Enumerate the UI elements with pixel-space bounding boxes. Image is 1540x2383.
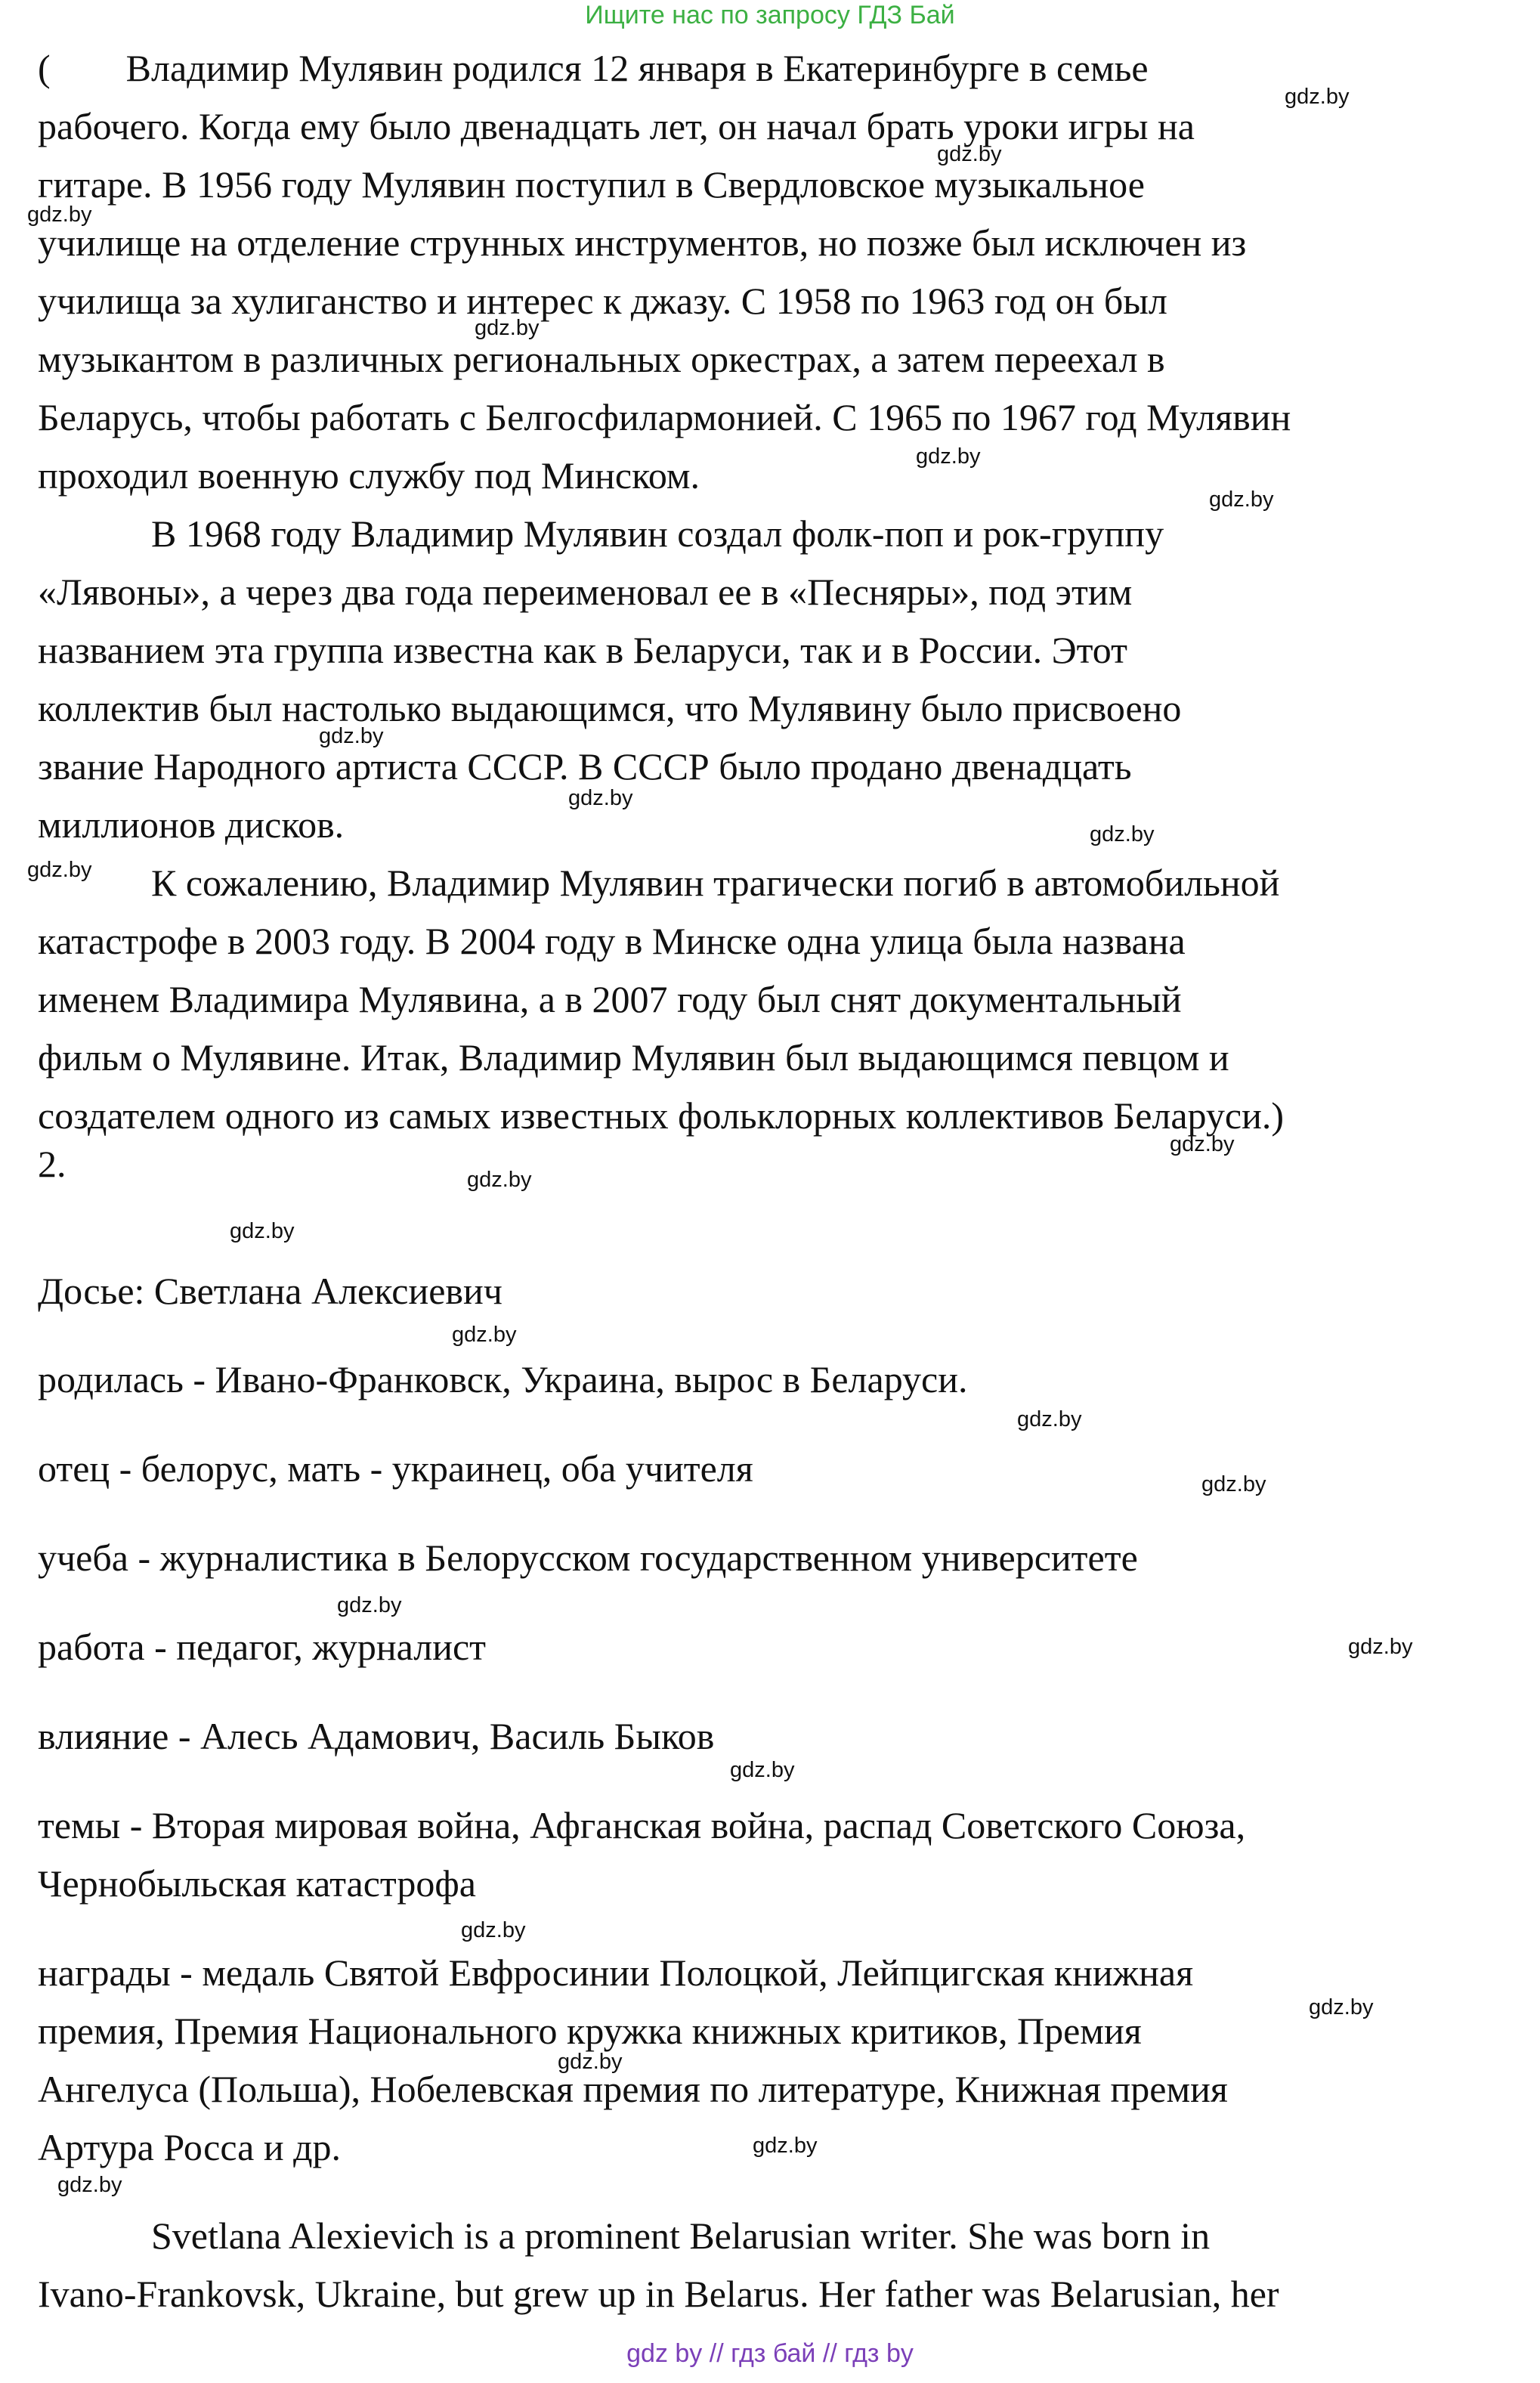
watermark: gdz.by (1090, 822, 1155, 846)
text-line: коллектив был настолько выдающимся, что Мулявину было присвоено (38, 687, 1182, 729)
watermark: gdz.by (319, 724, 384, 748)
text-line: звание Народного артиста СССР. В СССР было продано двенадцать (38, 745, 1132, 788)
watermark: gdz.by (568, 786, 633, 810)
watermark: gdz.by (558, 2050, 623, 2074)
dossier-themes: темы - Вторая мировая война, Афганская война, распад Советского Союза, (38, 1804, 1246, 1846)
dossier-awards: награды - медаль Святой Евфросинии Полоцкой, Лейпцигская книжная (38, 1951, 1194, 1994)
text-line: фильм о Мулявине. Итак, Владимир Мулявин был выдающимся певцом и (38, 1036, 1229, 1079)
text-line: гитаре. В 1956 году Мулявин поступил в Свердловское музыкальное (38, 163, 1145, 206)
watermark: gdz.by (753, 2134, 818, 2158)
watermark: gdz.by (467, 1168, 532, 1192)
dossier-born: родилась - Ивано-Франковск, Украина, вырос в Беларуси. (38, 1358, 968, 1400)
paragraph-mulyavin-bio (38, 39, 1511, 505)
text-line: проходил военную службу под Минском. (38, 454, 700, 497)
watermark: gdz.by (1309, 1995, 1374, 2019)
dossier-themes-cont: Чернобыльская катастрофа (38, 1862, 476, 1905)
watermark: gdz.by (1017, 1407, 1082, 1431)
paragraph-pesnyary (38, 505, 1511, 854)
text-line: рабочего. Когда ему было двенадцать лет, он начал брать уроки игры на (38, 105, 1195, 147)
text-line: миллионов дисков. (38, 803, 345, 846)
text-line: создателем одного из самых известных фольклорных коллективов Беларуси.) (38, 1094, 1284, 1137)
watermark: gdz.by (57, 2173, 122, 2197)
text-line: Беларусь, чтобы работать с Белгосфилармонией. С 1965 по 1967 год Мулявин (38, 396, 1291, 438)
watermark: gdz.by (1348, 1635, 1413, 1659)
footer-banner[interactable]: gdz by // гдз бай // гдз by (626, 2339, 914, 2368)
text-line: К сожалению, Владимир Мулявин трагически погиб в автомобильной (151, 862, 1280, 904)
text-line: названием эта группа известна как в Беларуси, так и в России. Этот (38, 629, 1127, 671)
text-line: именем Владимира Мулявина, а в 2007 году был снят документальный (38, 978, 1182, 1020)
paragraph (38, 854, 1511, 1145)
text-line: училища за хулиганство и интерес к джазу. С 1958 по 1963 год он был (38, 280, 1167, 322)
dossier-influence: влияние - Алесь Адамович, Василь Быков (38, 1715, 715, 1757)
dossier-title: Досье: Светлана Алексиевич (38, 1270, 503, 1312)
dossier-study: учеба - журналистика в Белорусском государственном университете (38, 1537, 1138, 1579)
watermark: gdz.by (27, 858, 92, 882)
watermark: gdz.by (916, 444, 981, 469)
text-line: музыкантом в различных региональных оркестрах, а затем переехал в (38, 338, 1165, 380)
english-text-line: Ivano-Frankovsk, Ukraine, but grew up in Belarus. Her father was Belarusian, her (38, 2273, 1279, 2315)
dossier-awards-cont: Артура Росса и др. (38, 2126, 342, 2168)
english-text-line: Svetlana Alexievich is a prominent Belarusian writer. She was born in (151, 2214, 1211, 2257)
text-line: катастрофе в 2003 году. В 2004 году в Минске одна улица была названа (38, 920, 1186, 962)
watermark: gdz.by (1285, 85, 1350, 109)
text-line: В 1968 году Владимир Мулявин создал фолк-поп и рок-группу (151, 512, 1164, 555)
dossier-parents: отец - белорус, мать - украинец, оба учителя (38, 1447, 753, 1490)
task-number: 2. (38, 1143, 66, 1185)
watermark: gdz.by (1201, 1472, 1266, 1496)
paragraph-death-legacy (38, 854, 1511, 1145)
top-banner[interactable]: Ищите нас по запросу ГДЗ Бай (585, 1, 955, 29)
paragraph (38, 39, 1511, 505)
dossier-work: работа - педагог, журналист (38, 1626, 487, 1668)
watermark: gdz.by (730, 1758, 795, 1782)
watermark: gdz.by (937, 142, 1002, 166)
watermark: gdz.by (461, 1918, 526, 1942)
watermark: gdz.by (1209, 487, 1274, 512)
watermark: gdz.by (230, 1219, 295, 1243)
watermark: gdz.by (27, 203, 92, 227)
paragraph (38, 505, 1511, 854)
dossier-awards-cont: премия, Премия Национального кружка книжных критиков, Премия (38, 2010, 1142, 2052)
watermark: gdz.by (475, 316, 540, 340)
text-line: училище на отделение струнных инструментов, но позже был исключен из (38, 221, 1247, 264)
watermark: gdz.by (1170, 1132, 1235, 1156)
watermark: gdz.by (337, 1593, 402, 1617)
dossier-awards-cont: Ангелуса (Польша), Нобелевская премия по литературе, Книжная премия (38, 2068, 1228, 2110)
text-line: ( Владимир Мулявин родился 12 января в Екатеринбурге в семье (38, 47, 1149, 89)
text-line: «Лявоны», а через два года переименовал ее в «Песняры», под этим (38, 571, 1133, 613)
watermark: gdz.by (452, 1323, 517, 1347)
